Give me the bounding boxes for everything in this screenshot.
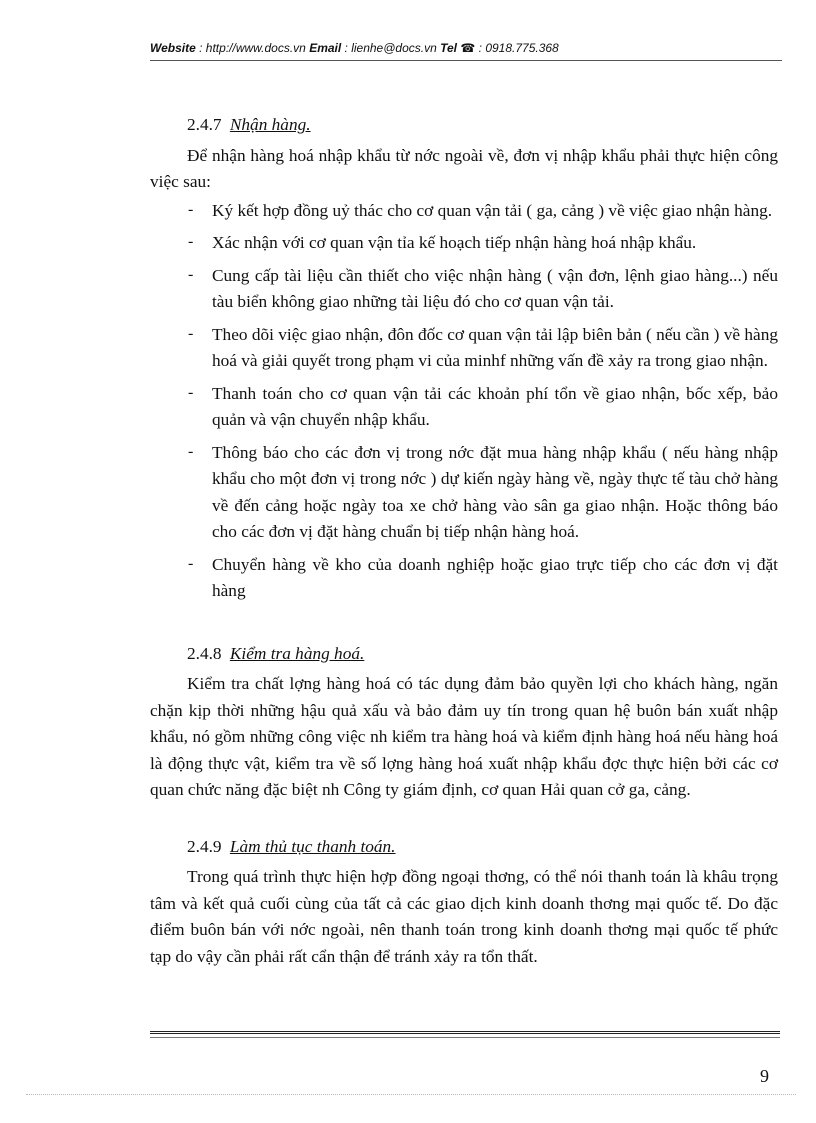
list-item (150, 440, 778, 546)
section-title: Nhận hàng. (229, 115, 311, 134)
website-label: Website (150, 41, 196, 55)
page-bottom-dotted-line (26, 1094, 796, 1095)
email-label: Email (309, 41, 342, 55)
list-item-text: Xác nhận với cơ quan vận tỉa kế hoạch tiếp nhận hàng hoá nhập khẩu. (212, 233, 697, 252)
section-number: 2.4.8 (187, 643, 222, 663)
page-header (150, 41, 782, 55)
list-item (150, 230, 778, 257)
section-paragraph: Trong quá trình thực hiện hợp đồng ngoại thơng, có thể nói thanh toán là khâu trọng tâm và kết quả cuối cùng của tất cả các giao dịch kinh doanh thơng mại quốc tế. Do đặc điểm buôn bán với nớc ngoài, nên thanh toán trong kinh doanh thơng mại quốc tế phức tạp do vậy cần phải rất cẩn thận để tránh xảy ra tổn thất. (150, 867, 778, 966)
section-number: 2.4.7 (187, 115, 222, 134)
list-item-text: Thanh toán cho cơ quan vận tải các khoản phí tổn về giao nhận, bốc xếp, bảo quản và vận chuyển nhập khẩu. (212, 383, 778, 429)
footer-divider (150, 1031, 780, 1034)
page-number: 9 (760, 1066, 769, 1086)
section-heading-2-4-7 (187, 112, 778, 139)
list-item (150, 198, 778, 225)
tel-label: Tel (440, 41, 458, 55)
section-title: Làm thủ tục thanh toán. (229, 836, 396, 856)
section-paragraph: Để nhận hàng hoá nhập khẩu từ nớc ngoài về, đơn vị nhập khẩu phải thực hiện công việc sau: (150, 145, 778, 191)
bullet-dash: - (188, 442, 194, 460)
section-heading-2-4-8 (187, 641, 778, 668)
bullet-dash: - (188, 233, 194, 250)
bullet-dash: - (188, 383, 194, 401)
section-title: Kiểm tra hàng hoá. (229, 643, 365, 663)
bullet-dash: - (188, 265, 194, 283)
section-gap (150, 611, 778, 641)
section-paragraph: Kiểm tra chất lợng hàng hoá có tác dụng đảm bảo quyền lợi cho khách hàng, ngăn chặn kịp thời những hậu quả xấu và bảo đảm uy tín trong quan hệ buôn bán xuất nhập khẩu, nó gồm những công việc nh kiểm tra hàng hoá và kiểm định hàng hoá nếu hàng hoá là động thực vật, kiểm tra về số lợng hàng hoá xuất nhập khẩu đợc thực hiện bởi các cơ quan chức năng đặc biệt nh Công ty giám định, cơ quan Hải quan cở ga, cảng. (150, 674, 778, 799)
list-item-text: Cung cấp tài liệu cần thiết cho việc nhận hàng ( vận đơn, lệnh giao hàng...) nếu tàu biển không giao những tài liệu đó cho cơ quan vận tải. (212, 265, 778, 311)
section-number: 2.4.9 (187, 836, 222, 856)
bullet-dash: - (188, 324, 194, 342)
list-item (150, 552, 778, 605)
document-body (150, 112, 778, 970)
section-gap (150, 804, 778, 834)
task-list (150, 198, 778, 605)
tel-value: : 0918.775.368 (475, 41, 559, 55)
phone-icon: ☎ (460, 41, 476, 55)
list-item-text: Thông báo cho các đơn vị trong nớc đặt mua hàng nhập khẩu ( nếu hàng nhập khẩu cho một đơn vị trong nớc ) dự kiến ngày hàng về, ngày thực tế tàu chở hàng về đến cảng hoặc ngày toa xe chở hàng vào sân ga giao nhận. Hoặc thông báo cho các đơn vị đặt hàng chuẩn bị tiếp nhận hàng hoá. (212, 442, 778, 541)
list-item-text: Theo dõi việc giao nhận, đôn đốc cơ quan vận tải lập biên bản ( nếu cần ) về hàng hoá và giải quyết trong phạm vi của minhf những vấn đề xảy ra trong giao nhận. (212, 324, 778, 370)
list-item (150, 322, 778, 375)
list-item (150, 263, 778, 316)
footer-divider-thin (150, 1037, 780, 1038)
header-divider (150, 60, 782, 61)
list-item-text: Chuyển hàng về kho của doanh nghiệp hoặc giao trực tiếp cho các đơn vị đặt hàng (212, 554, 778, 600)
section-heading-2-4-9 (187, 834, 778, 861)
bullet-dash: - (188, 200, 194, 218)
list-item-text: Ký kết hợp đồng uỷ thác cho cơ quan vận tải ( ga, cảng ) về việc giao nhận hàng. (212, 200, 773, 220)
email-value[interactable]: : lienhe@docs.vn (341, 41, 441, 55)
list-item (150, 381, 778, 434)
website-value[interactable]: : http://www.docs.vn (195, 41, 310, 55)
bullet-dash: - (188, 554, 194, 572)
